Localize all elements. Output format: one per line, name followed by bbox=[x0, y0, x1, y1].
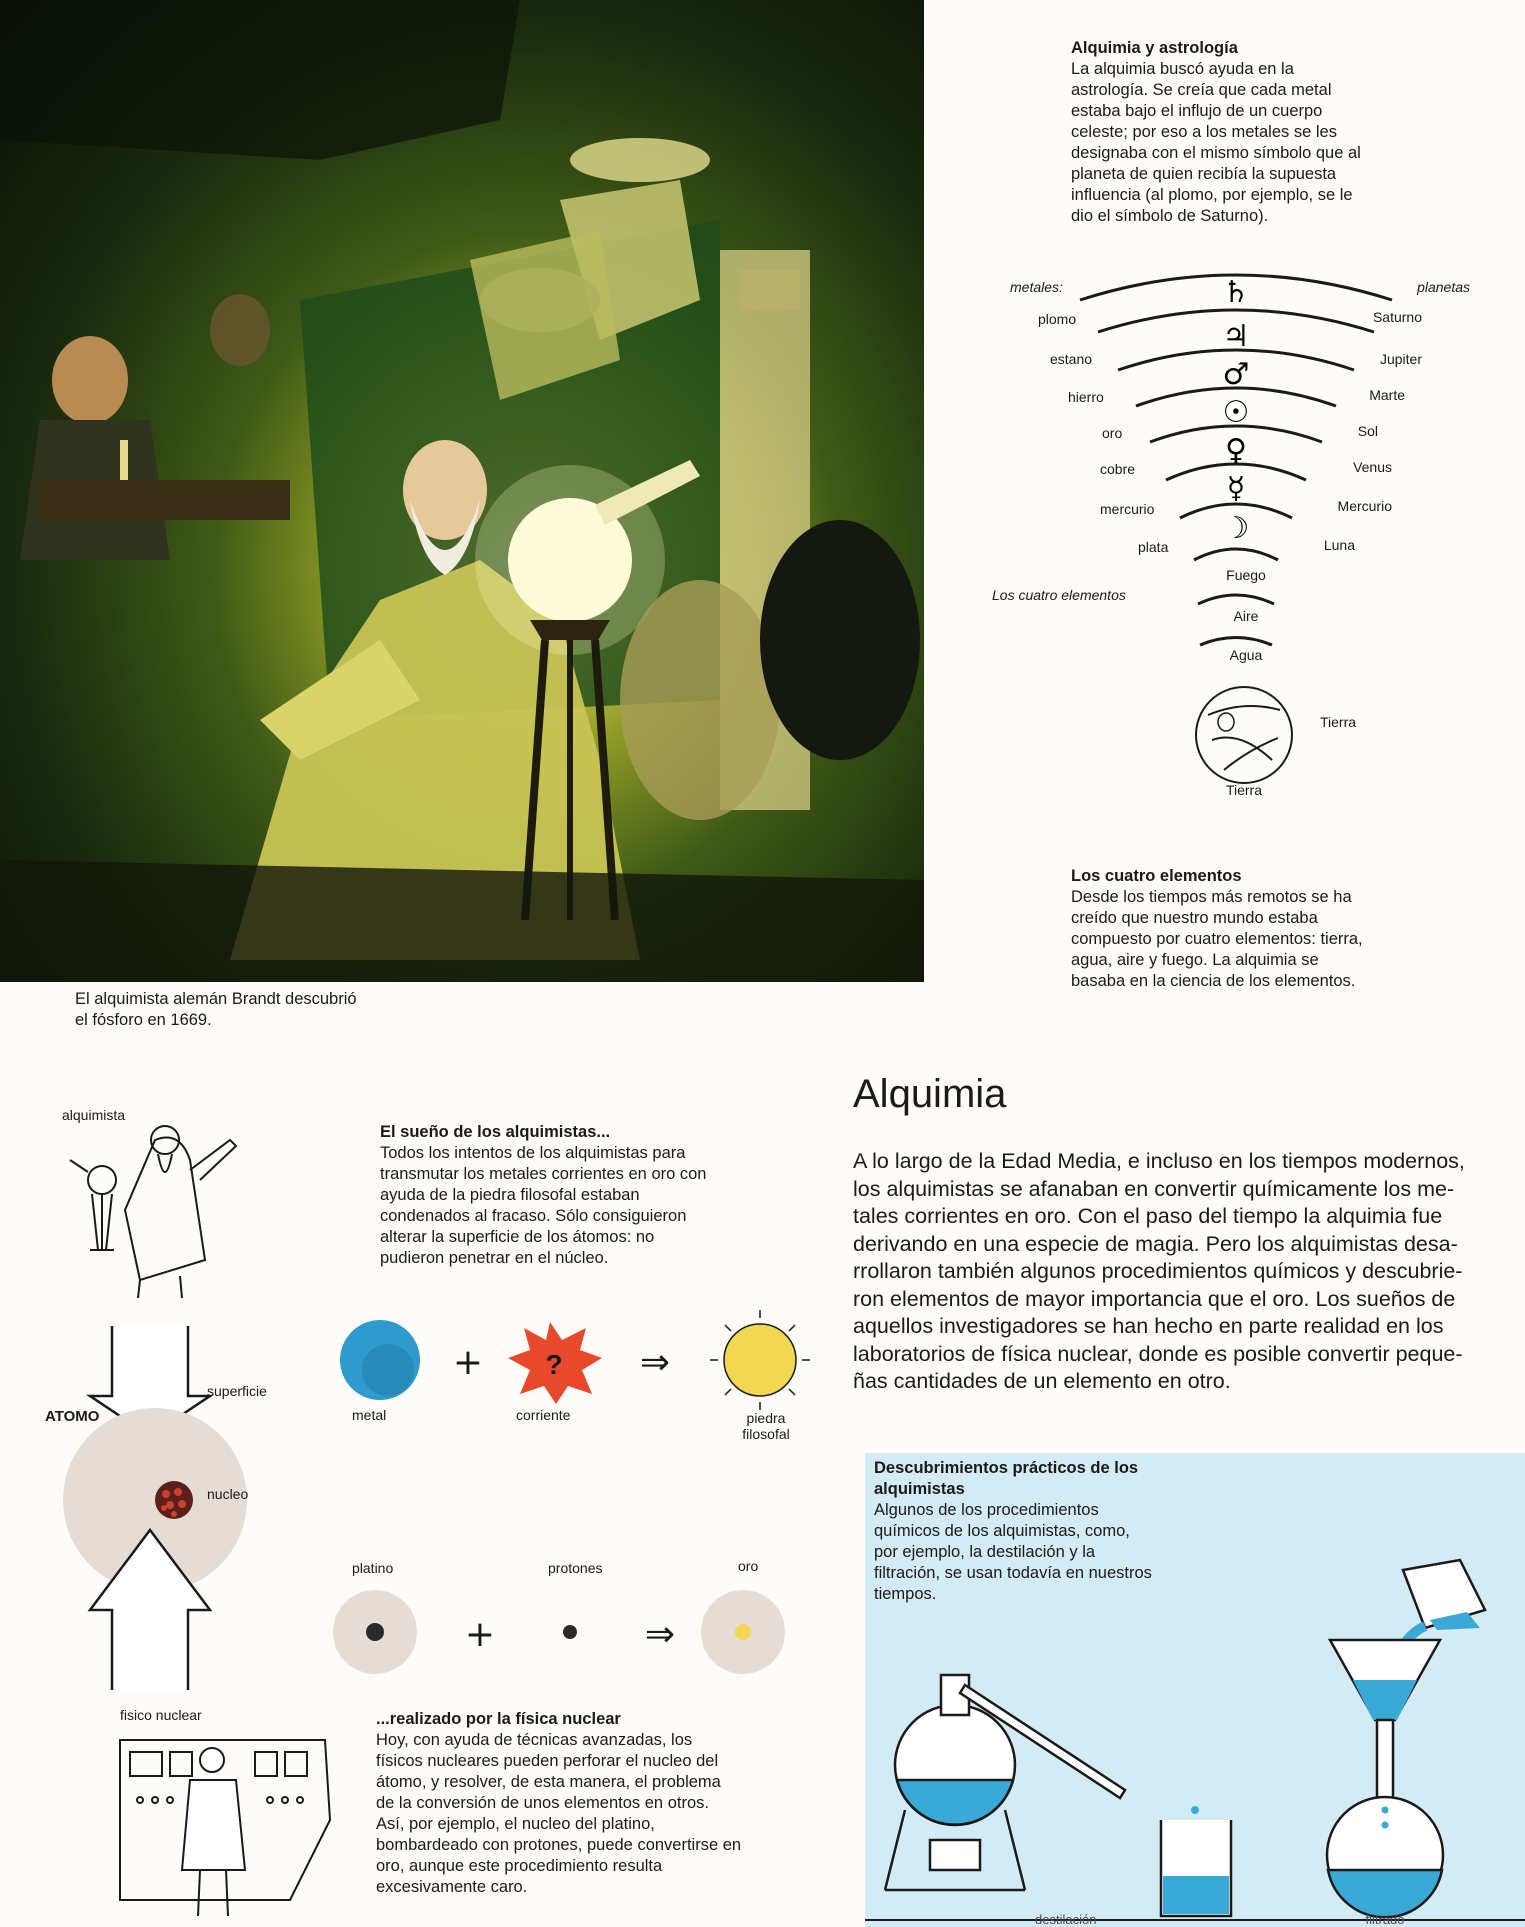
planet-label: Luna bbox=[1323, 537, 1355, 553]
caption-line: el fósforo en 1669. bbox=[75, 1011, 212, 1029]
article-line: aquellos investigadores se han hecho en parte realidad en los bbox=[853, 1314, 1444, 1338]
element-label: Fuego bbox=[1226, 567, 1266, 583]
alchemy-equation bbox=[340, 1300, 820, 1410]
astrology-line: celeste; por eso a los metales se les bbox=[1071, 123, 1337, 141]
article-line: los alquimistas se afanaban en convertir químicamente los me- bbox=[853, 1176, 1455, 1201]
discoveries-line: Algunos de los procedimientos bbox=[874, 1501, 1099, 1519]
planets-header: planetas bbox=[1417, 279, 1470, 295]
atom-label: ATOMO bbox=[45, 1408, 100, 1425]
painting-caption bbox=[75, 989, 357, 1031]
discoveries-title: alquimistas bbox=[874, 1480, 965, 1498]
plus-sign: + bbox=[452, 1342, 484, 1383]
astrology-line: astrología. Se creía que cada metal bbox=[1071, 81, 1332, 99]
element-label: Agua bbox=[1229, 647, 1263, 663]
jupiter-symbol: ♃ bbox=[1222, 319, 1250, 354]
mars-symbol: ♂ bbox=[1222, 357, 1250, 392]
realized-title: ...realizado por la física nuclear bbox=[376, 1710, 621, 1728]
platinum-label: platino bbox=[352, 1560, 394, 1576]
article-line: A lo largo de la Edad Media, e incluso en los tiempos modernos, bbox=[853, 1149, 1465, 1173]
planet-label: Venus bbox=[1353, 459, 1392, 475]
four-elements-line: basaba en la ciencia de los elementos. bbox=[1071, 972, 1356, 990]
painting-illustration bbox=[0, 0, 924, 982]
planet-label: Sol bbox=[1357, 423, 1378, 439]
plus-sign: + bbox=[464, 1614, 496, 1655]
proton-icon bbox=[563, 1625, 577, 1639]
surface-label: superficie bbox=[207, 1383, 267, 1399]
dream-line: transmutar los metales corrientes en oro con bbox=[380, 1165, 707, 1183]
stone-label bbox=[734, 1410, 798, 1442]
discoveries-line: por ejemplo, la destilación y la bbox=[874, 1543, 1096, 1561]
four-elements-line: creído que nuestro mundo estaba bbox=[1071, 909, 1318, 927]
metal-label: plata bbox=[1138, 539, 1169, 555]
dream-block bbox=[380, 1122, 800, 1269]
atom-diagram bbox=[40, 1100, 360, 1920]
venus-symbol: ♀ bbox=[1225, 433, 1247, 468]
four-elements-line: compuesto por cuatro elementos: tierra, bbox=[1071, 930, 1363, 948]
physicist-console-icon bbox=[120, 1740, 330, 1916]
realized-line: Hoy, con ayuda de técnicas avanzadas, los bbox=[376, 1731, 693, 1749]
moon-symbol: ☽ bbox=[1222, 511, 1250, 546]
astrology-block bbox=[1071, 38, 1451, 227]
astrology-line: dio el símbolo de Saturno). bbox=[1071, 207, 1269, 225]
nuclear-equation bbox=[330, 1590, 810, 1686]
question-mark: ? bbox=[545, 1349, 563, 1380]
realized-line: excesivamente caro. bbox=[376, 1878, 528, 1896]
discoveries-line: filtración, se usan todavía en nuestros bbox=[874, 1564, 1152, 1582]
planet-label: Jupiter bbox=[1379, 351, 1422, 367]
article-line: laboratorios de física nuclear, donde es posible convertir peque- bbox=[853, 1341, 1463, 1366]
dream-line: Todos los intentos de los alquimistas para bbox=[380, 1144, 686, 1162]
article-line: ñas cantidades de un elemento en otro. bbox=[853, 1369, 1231, 1393]
realized-block bbox=[376, 1709, 836, 1898]
four-elements-title: Los cuatro elementos bbox=[1071, 867, 1242, 885]
filtration-label: filtrado bbox=[1365, 1912, 1405, 1927]
mercury-symbol: ☿ bbox=[1226, 471, 1246, 506]
arrow-icon: ⇒ bbox=[644, 1614, 676, 1655]
alchemist-painting bbox=[0, 0, 924, 982]
sun-symbol: ☉ bbox=[1222, 395, 1250, 430]
astrology-line: planeta de quien recibía la supuesta bbox=[1071, 165, 1337, 183]
metals-header: metales: bbox=[1010, 279, 1063, 295]
four-elements-block bbox=[1071, 866, 1471, 992]
article-title: Alquimia bbox=[853, 1072, 1007, 1116]
distillation-flask-icon bbox=[885, 1675, 1025, 1890]
four-elements-line: agua, aire y fuego. La alquimia se bbox=[1071, 951, 1319, 969]
article-line: derivando en una especie de magia. Pero los alquimistas desa- bbox=[853, 1231, 1458, 1256]
distillation-label: destilación bbox=[1035, 1912, 1097, 1927]
four-elements-line: Desde los tiempos más remotos se ha bbox=[1071, 888, 1352, 906]
dream-title: El sueño de los alquimistas... bbox=[380, 1123, 611, 1141]
alchemist-label: alquimista bbox=[62, 1107, 126, 1123]
arrow-icon: ⇒ bbox=[639, 1342, 671, 1383]
article-line: rrollaron también algunos procedimientos químicos y descubrie- bbox=[853, 1259, 1463, 1283]
element-label: Aire bbox=[1233, 608, 1259, 624]
planet-label: Saturno bbox=[1372, 309, 1422, 325]
astrology-line: influencia (al plomo, por ejemplo, se le bbox=[1071, 186, 1353, 204]
metal-label: metal bbox=[352, 1407, 387, 1423]
realized-line: físicos nucleares pueden perforar el nucleo del bbox=[376, 1752, 719, 1770]
realized-line: átomo, y resolver, de esta manera, el problema bbox=[376, 1773, 721, 1791]
realized-line: de la conversión de unos elementos en otros. bbox=[376, 1794, 709, 1812]
physicist-label: fisico nuclear bbox=[120, 1707, 202, 1723]
dream-line: pudieron penetrar en el núcleo. bbox=[380, 1249, 609, 1267]
astrology-line: designaba con el mismo símbolo que al bbox=[1071, 144, 1361, 162]
stone-label-line: piedra bbox=[746, 1410, 786, 1426]
realized-line: Así, por ejemplo, el nucleo del platino, bbox=[376, 1815, 655, 1833]
article-line: tales corrientes en oro. Con el paso del tiempo la alquimia fue bbox=[853, 1204, 1443, 1228]
protons-label: protones bbox=[548, 1560, 603, 1576]
discoveries-line: tiempos. bbox=[874, 1585, 937, 1603]
discoveries-title: Descubrimientos prácticos de los bbox=[874, 1459, 1139, 1477]
alchemist-figure-icon bbox=[70, 1126, 236, 1298]
metal-label: hierro bbox=[1068, 389, 1104, 405]
metal-label: estano bbox=[1050, 351, 1093, 367]
dream-line: condenados al fracaso. Sólo consiguieron bbox=[380, 1207, 687, 1225]
metal-label: cobre bbox=[1100, 461, 1136, 477]
cosmos-diagram bbox=[980, 270, 1500, 810]
realized-line: oro, aunque este procedimiento resulta bbox=[376, 1857, 663, 1875]
discoveries-line: químicos de los alquimistas, como, bbox=[874, 1522, 1130, 1540]
planet-label: Mercurio bbox=[1337, 498, 1392, 514]
gold-label: oro bbox=[738, 1558, 759, 1574]
article-line: ron elementos de mayor importancia que el oro. Los sueños de bbox=[853, 1286, 1456, 1311]
astrology-line: La alquimia buscó ayuda en la bbox=[1071, 60, 1294, 78]
metal-label: oro bbox=[1102, 425, 1123, 441]
planet-label: Marte bbox=[1369, 387, 1405, 403]
astrology-line: estaba bajo el influjo de un cuerpo bbox=[1071, 102, 1323, 120]
astrology-title: Alquimia y astrología bbox=[1071, 39, 1238, 57]
dream-line: alterar la superficie de los átomos: no bbox=[380, 1228, 655, 1246]
dream-line: ayuda de la piedra filosofal estaban bbox=[380, 1186, 640, 1204]
metal-label: mercurio bbox=[1100, 501, 1155, 517]
earth-label: Tierra bbox=[1320, 714, 1357, 730]
lab-apparatus bbox=[865, 1520, 1525, 1927]
stone-label-line: filosofal bbox=[742, 1426, 790, 1442]
beaker-icon bbox=[1161, 1820, 1231, 1916]
common-label: corriente bbox=[516, 1407, 571, 1423]
elements-label: Los cuatro elementos bbox=[992, 587, 1126, 603]
earth-globe-icon bbox=[1196, 687, 1292, 783]
nucleus-label: nucleo bbox=[207, 1486, 249, 1502]
realized-line: bombardeado con protones, puede convertirse en bbox=[376, 1836, 742, 1854]
philosopher-stone-icon bbox=[710, 1310, 810, 1410]
metal-label: plomo bbox=[1038, 311, 1077, 327]
article-body bbox=[853, 1148, 1525, 1396]
earth-label-bottom: Tierra bbox=[1225, 782, 1263, 798]
filtration-icon bbox=[1327, 1560, 1485, 1917]
caption-line: El alquimista alemán Brandt descubrió bbox=[75, 990, 357, 1008]
saturn-symbol: ♄ bbox=[1222, 275, 1250, 310]
